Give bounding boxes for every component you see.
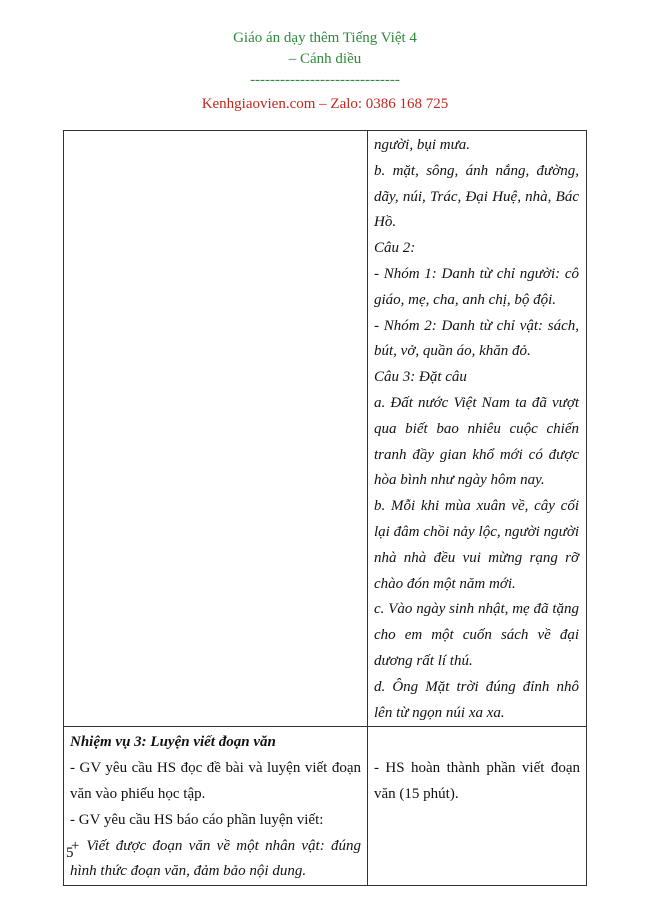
task-heading: Nhiệm vụ 3: Luyện viết đoạn văn bbox=[70, 734, 276, 751]
teacher-step: - GV yêu cầu HS đọc đề bài và luyện viết đoạn văn vào phiếu học tập. bbox=[70, 760, 361, 802]
answer-line: - Nhóm 2: Danh từ chỉ vật: sách, bút, vở, quần áo, khăn đỏ. bbox=[374, 317, 579, 360]
answer-line: người, bụi mưa. bbox=[374, 137, 471, 153]
table-row bbox=[64, 727, 587, 886]
answer-line: Câu 3: Đặt câu bbox=[374, 369, 467, 386]
criteria-line: + Viết được đoạn văn về một nhân vật: đúng hình thức đoạn văn, đảm bảo nội dung. bbox=[70, 837, 361, 880]
right-cell-top bbox=[368, 131, 587, 727]
teacher-step: - GV yêu cầu HS báo cáo phần luyện viết: bbox=[70, 811, 324, 828]
table-row bbox=[64, 131, 587, 727]
header-divider: ------------------------------ bbox=[250, 72, 400, 88]
left-cell-top bbox=[64, 131, 368, 727]
answer-line: a. Đất nước Việt Nam ta đã vượt qua biết bao nhiêu cuộc chiến tranh đầy gian khổ mới có được hòa bình như ngày hôm nay. bbox=[374, 394, 579, 489]
answer-line: Câu 2: bbox=[374, 240, 416, 257]
student-step: - HS hoàn thành phần viết đoạn văn (15 phút). bbox=[374, 760, 580, 803]
right-cell-bottom bbox=[368, 727, 587, 886]
answer-line: c. Vào ngày sinh nhật, mẹ đã tặng cho em một cuốn sách về đại dương rất lí thú. bbox=[374, 601, 579, 669]
answer-line: - Nhóm 1: Danh từ chỉ người: cô giáo, mẹ, cha, anh chị, bộ đội. bbox=[374, 265, 579, 308]
answer-line: d. Ông Mặt trời đúng đỉnh nhô lên từ ngọn núi xa xa. bbox=[374, 678, 579, 721]
lesson-table bbox=[63, 130, 587, 886]
answer-line: b. Mỗi khi mùa xuân về, cây cối lại đâm chồi nảy lộc, người người nhà nhà đều vui mừng rạng rỡ chào đón một năm mới. bbox=[374, 498, 579, 592]
page-number: 5 bbox=[66, 845, 74, 861]
page-header bbox=[0, 28, 650, 115]
contact-line: Kenhgiaovien.com – Zalo: 0386 168 725 bbox=[201, 96, 449, 112]
left-cell-bottom bbox=[64, 727, 368, 886]
doc-title: Giáo án dạy thêm Tiếng Việt 4 bbox=[233, 30, 417, 46]
answer-line: b. mặt, sông, ánh nắng, đường, dãy, núi, Trác, Đại Huệ, nhà, Bác Hồ. bbox=[374, 162, 579, 231]
doc-subtitle: – Cánh diều bbox=[288, 51, 362, 67]
